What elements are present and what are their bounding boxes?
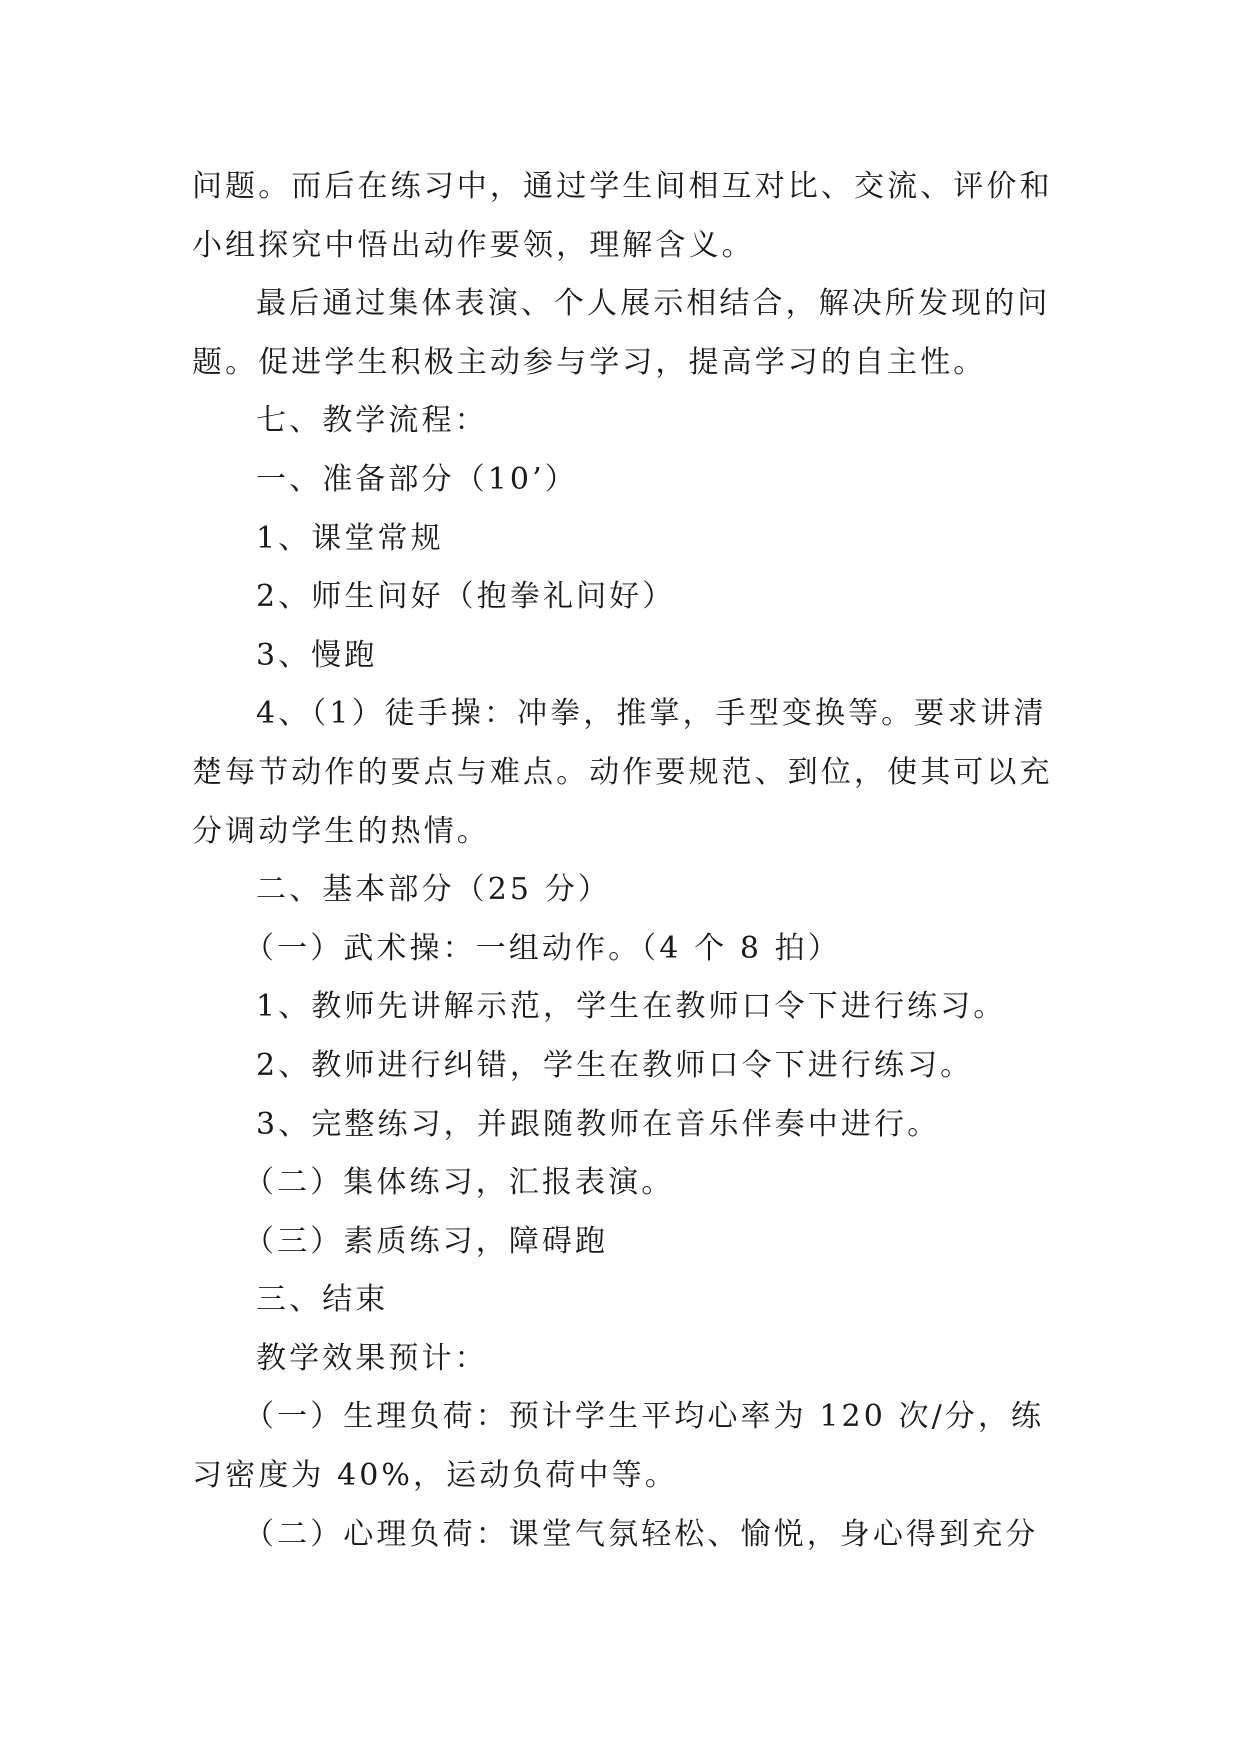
subsection-heading: （一）武术操：一组动作。（4 个 8 拍） [244,930,841,966]
document-body [192,158,1052,1564]
list-item: 1、课堂常规 [256,520,444,556]
paragraph-line: 问题。而后在练习中，通过学生间相互对比、交流、评价和 [192,169,1053,204]
paragraph-line: （二）心理负荷：课堂气氛轻松、愉悦，身心得到充分 [244,1516,1039,1552]
list-item: 2、师生问好（抱拳礼问好） [256,579,676,615]
list-item: 1、教师先讲解示范，学生在教师口令下进行练习。 [256,989,1007,1025]
section-heading: 教学效果预计： [256,1340,488,1376]
list-item: 3、完整练习，并跟随教师在音乐伴奏中进行。 [256,1106,941,1142]
section-heading: 七、教学流程： [256,403,488,439]
paragraph-line: 最后通过集体表演、个人展示相结合，解决所发现的问 [256,286,1051,322]
paragraph-line: 习密度为 40%，运动负荷中等。 [192,1458,678,1494]
section-heading: 一、准备部分（10’） [256,461,578,497]
list-item: 2、教师进行纠错，学生在教师口令下进行练习。 [256,1047,974,1083]
list-item: 3、慢跑 [256,637,378,673]
subsection-heading: （三）素质练习，障碍跑 [244,1223,609,1259]
paragraph-line: （一）生理负荷：预计学生平均心率为 120 次/分，练 [244,1399,1045,1435]
paragraph-line: 楚每节动作的要点与难点。动作要规范、到位，使其可以充 [192,754,1053,790]
subsection-heading: （二）集体练习，汇报表演。 [244,1165,675,1201]
paragraph-line: 分调动学生的热情。 [192,813,490,849]
list-item: 4、（1）徒手操：冲拳，推掌，手型变换等。要求讲清 [256,696,1047,732]
section-heading: 二、基本部分（25 分） [256,872,611,908]
paragraph-line: 题。促进学生积极主动参与学习，提高学习的自主性。 [192,344,987,380]
section-heading: 三、结束 [256,1282,389,1318]
paragraph-line: 小组探究中悟出动作要领，理解含义。 [192,227,755,263]
